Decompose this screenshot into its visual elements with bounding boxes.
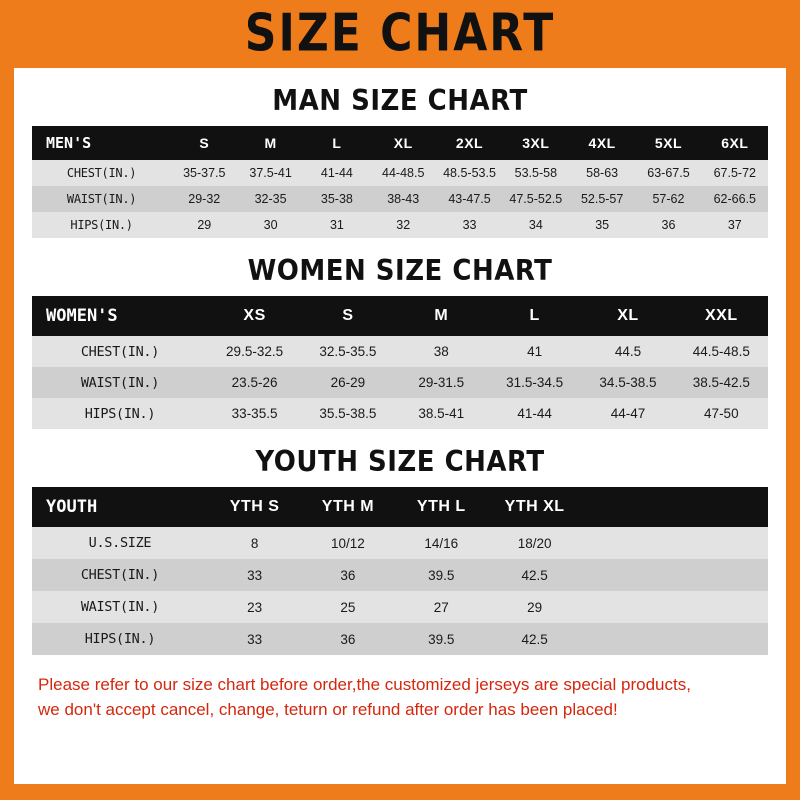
youth-cell-empty xyxy=(581,527,674,559)
men-cell: 67.5-72 xyxy=(702,160,768,186)
section-title-youth: YOUTH SIZE CHART xyxy=(255,445,545,479)
youth-cell-empty xyxy=(675,623,768,655)
youth-col-header: YTH XL xyxy=(488,487,581,527)
women-col-header: L xyxy=(488,296,581,336)
men-cell: 35-37.5 xyxy=(171,160,237,186)
youth-cell: 36 xyxy=(301,623,394,655)
youth-cell: 36 xyxy=(301,559,394,591)
men-cell: 35 xyxy=(569,212,635,238)
women-cell: 47-50 xyxy=(675,398,768,429)
men-cell: 47.5-52.5 xyxy=(503,186,569,212)
women-cell: 44.5-48.5 xyxy=(675,336,768,367)
men-col-header: XL xyxy=(370,126,436,160)
page-title: SIZE CHART xyxy=(244,3,556,64)
men-cell: 52.5-57 xyxy=(569,186,635,212)
men-col-header: 3XL xyxy=(503,126,569,160)
women-cell: 31.5-34.5 xyxy=(488,367,581,398)
youth-col-header: YTH L xyxy=(395,487,488,527)
men-cell: 29 xyxy=(171,212,237,238)
men-corner-header: MEN'S xyxy=(32,126,171,160)
men-cell: 31 xyxy=(304,212,370,238)
youth-cell: 10/12 xyxy=(301,527,394,559)
table-row xyxy=(32,591,768,623)
men-cell: 37.5-41 xyxy=(237,160,303,186)
women-cell: 38.5-41 xyxy=(395,398,488,429)
men-col-header: 4XL xyxy=(569,126,635,160)
youth-cell: 42.5 xyxy=(488,623,581,655)
table-row xyxy=(32,160,768,186)
youth-cell-empty xyxy=(581,591,674,623)
men-cell: 38-43 xyxy=(370,186,436,212)
youth-cell: 39.5 xyxy=(395,559,488,591)
footer-disclaimer xyxy=(32,673,768,722)
youth-cell-empty xyxy=(675,591,768,623)
men-col-header: 5XL xyxy=(635,126,701,160)
table-row xyxy=(32,186,768,212)
men-table-body xyxy=(32,160,768,238)
youth-col-header-empty xyxy=(581,487,674,527)
men-cell: 37 xyxy=(702,212,768,238)
men-size-table xyxy=(32,126,768,238)
youth-cell: 33 xyxy=(208,623,301,655)
youth-row-label: CHEST(IN.) xyxy=(32,559,208,591)
men-cell: 63-67.5 xyxy=(635,160,701,186)
women-cell: 44.5 xyxy=(581,336,674,367)
section-women xyxy=(32,256,768,429)
footer-line-1: Please refer to our size chart before order,the customized jerseys are special products, xyxy=(38,675,691,694)
table-header-row xyxy=(32,296,768,336)
page-banner xyxy=(14,0,786,68)
section-men xyxy=(32,86,768,238)
women-row-label: CHEST(IN.) xyxy=(32,336,208,367)
youth-table-body xyxy=(32,527,768,655)
table-row xyxy=(32,398,768,429)
men-cell: 32 xyxy=(370,212,436,238)
youth-col-header-empty xyxy=(675,487,768,527)
women-size-table xyxy=(32,296,768,429)
men-cell: 32-35 xyxy=(237,186,303,212)
youth-cell-empty xyxy=(675,559,768,591)
section-title-women: WOMEN SIZE CHART xyxy=(247,254,553,288)
bottom-accent-bar xyxy=(14,784,786,800)
youth-cell-empty xyxy=(581,623,674,655)
youth-cell-empty xyxy=(581,559,674,591)
table-header-row xyxy=(32,487,768,527)
women-cell: 41-44 xyxy=(488,398,581,429)
men-cell: 30 xyxy=(237,212,303,238)
men-cell: 53.5-58 xyxy=(503,160,569,186)
men-cell: 57-62 xyxy=(635,186,701,212)
footer-line-2: we don't accept cancel, change, teturn or refund after order has been placed! xyxy=(38,699,618,719)
women-table-head xyxy=(32,296,768,336)
women-cell: 34.5-38.5 xyxy=(581,367,674,398)
women-cell: 29-31.5 xyxy=(395,367,488,398)
women-corner-header: WOMEN'S xyxy=(32,296,208,336)
men-row-label: HIPS(IN.) xyxy=(32,212,171,238)
section-youth xyxy=(32,447,768,655)
youth-cell: 27 xyxy=(395,591,488,623)
men-cell: 41-44 xyxy=(304,160,370,186)
men-cell: 48.5-53.5 xyxy=(436,160,502,186)
men-cell: 62-66.5 xyxy=(702,186,768,212)
content-area xyxy=(14,86,786,722)
women-col-header: XL xyxy=(581,296,674,336)
youth-row-label: WAIST(IN.) xyxy=(32,591,208,623)
women-col-header: XXL xyxy=(675,296,768,336)
men-col-header: S xyxy=(171,126,237,160)
women-cell: 44-47 xyxy=(581,398,674,429)
men-cell: 35-38 xyxy=(304,186,370,212)
youth-cell: 42.5 xyxy=(488,559,581,591)
women-cell: 41 xyxy=(488,336,581,367)
men-col-header: M xyxy=(237,126,303,160)
youth-cell: 18/20 xyxy=(488,527,581,559)
women-cell: 26-29 xyxy=(301,367,394,398)
men-cell: 34 xyxy=(503,212,569,238)
table-row xyxy=(32,623,768,655)
youth-size-table xyxy=(32,487,768,655)
table-row xyxy=(32,336,768,367)
women-cell: 33-35.5 xyxy=(208,398,301,429)
men-cell: 43-47.5 xyxy=(436,186,502,212)
women-cell: 38 xyxy=(395,336,488,367)
men-cell: 33 xyxy=(436,212,502,238)
men-cell: 29-32 xyxy=(171,186,237,212)
youth-col-header: YTH S xyxy=(208,487,301,527)
youth-cell: 33 xyxy=(208,559,301,591)
men-col-header: 6XL xyxy=(702,126,768,160)
youth-cell: 39.5 xyxy=(395,623,488,655)
men-cell: 44-48.5 xyxy=(370,160,436,186)
youth-cell: 8 xyxy=(208,527,301,559)
youth-col-header: YTH M xyxy=(301,487,394,527)
men-row-label: WAIST(IN.) xyxy=(32,186,171,212)
men-cell: 58-63 xyxy=(569,160,635,186)
women-row-label: HIPS(IN.) xyxy=(32,398,208,429)
youth-cell: 23 xyxy=(208,591,301,623)
women-col-header: S xyxy=(301,296,394,336)
women-cell: 32.5-35.5 xyxy=(301,336,394,367)
youth-table-head xyxy=(32,487,768,527)
table-row xyxy=(32,527,768,559)
youth-cell: 25 xyxy=(301,591,394,623)
women-cell: 29.5-32.5 xyxy=(208,336,301,367)
women-cell: 23.5-26 xyxy=(208,367,301,398)
table-header-row xyxy=(32,126,768,160)
youth-row-label: U.S.SIZE xyxy=(32,527,208,559)
youth-cell: 14/16 xyxy=(395,527,488,559)
table-row xyxy=(32,559,768,591)
youth-cell: 29 xyxy=(488,591,581,623)
youth-row-label: HIPS(IN.) xyxy=(32,623,208,655)
women-col-header: XS xyxy=(208,296,301,336)
women-row-label: WAIST(IN.) xyxy=(32,367,208,398)
youth-corner-header: YOUTH xyxy=(32,487,208,527)
youth-cell-empty xyxy=(675,527,768,559)
men-row-label: CHEST(IN.) xyxy=(32,160,171,186)
men-col-header: 2XL xyxy=(436,126,502,160)
table-row xyxy=(32,212,768,238)
women-cell: 35.5-38.5 xyxy=(301,398,394,429)
men-table-head xyxy=(32,126,768,160)
men-cell: 36 xyxy=(635,212,701,238)
women-cell: 38.5-42.5 xyxy=(675,367,768,398)
women-col-header: M xyxy=(395,296,488,336)
table-row xyxy=(32,367,768,398)
men-col-header: L xyxy=(304,126,370,160)
section-title-men: MAN SIZE CHART xyxy=(272,84,528,118)
women-table-body xyxy=(32,336,768,429)
